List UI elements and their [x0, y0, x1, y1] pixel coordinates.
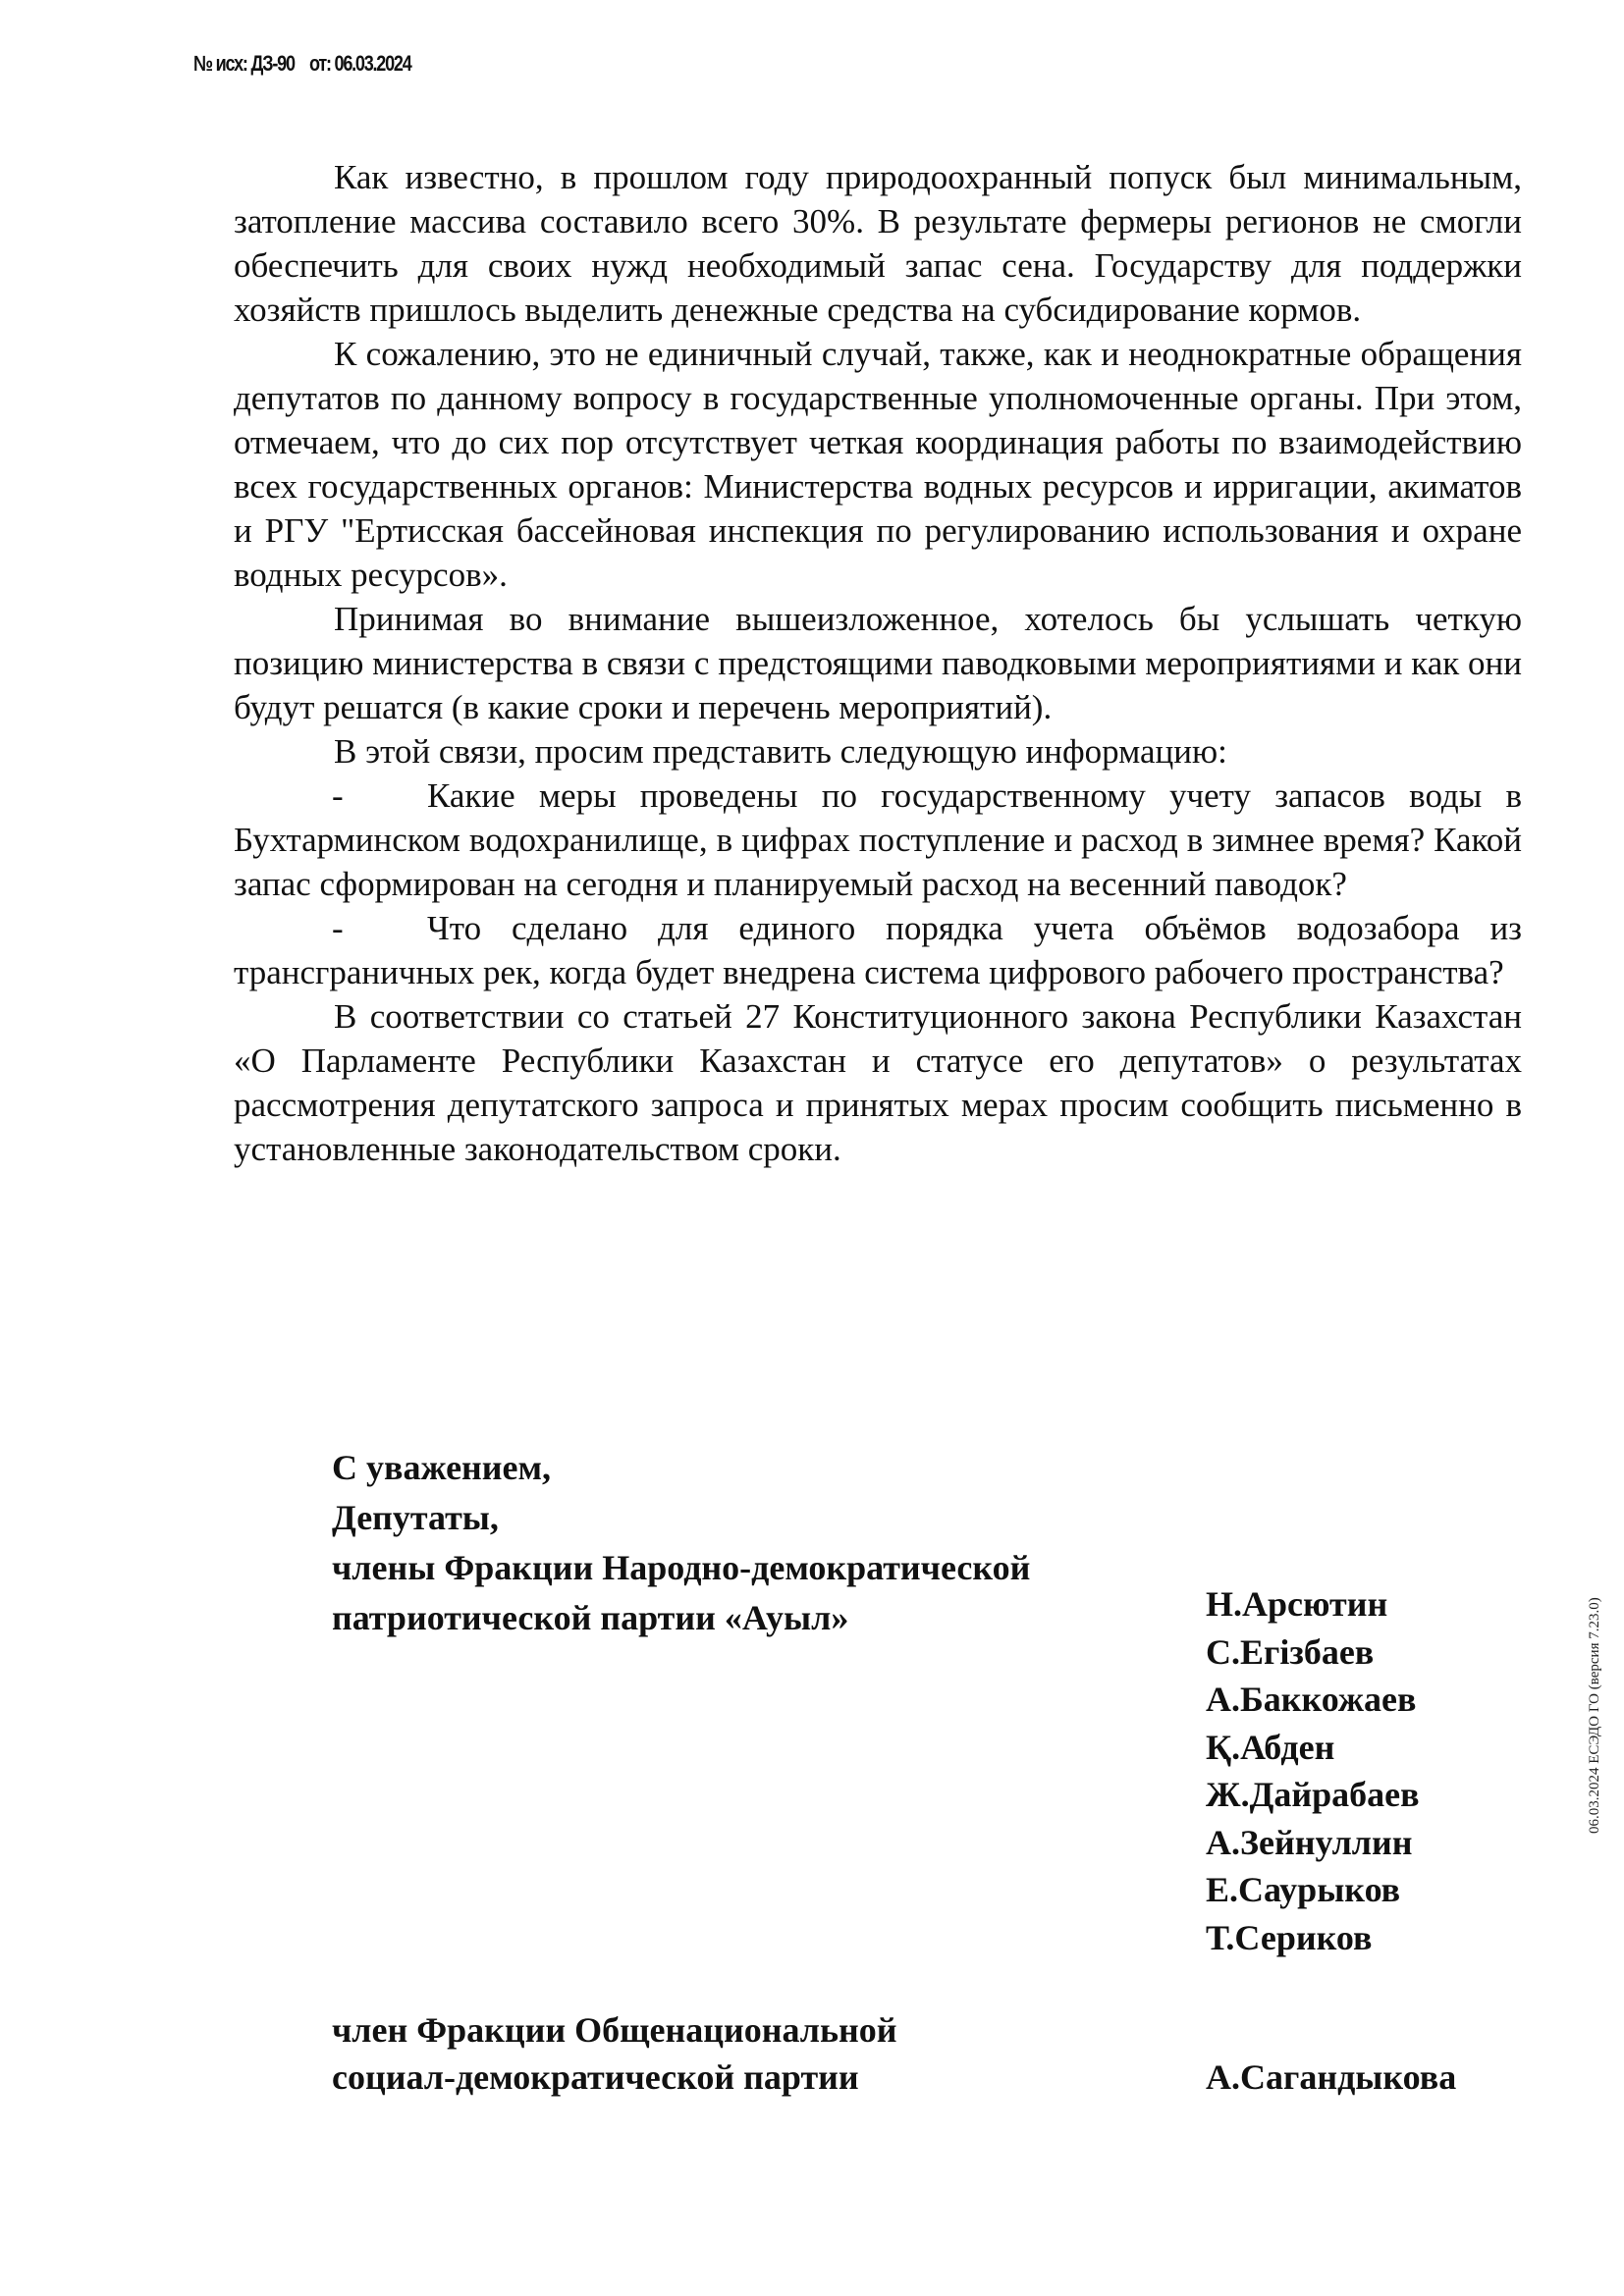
paragraph: В соответствии со статьей 27 Конституционного закона Республики Казахстан «О Парламенте Республики Казахстан и статусе его депутатов» о результатах рассмотрения депутатского запроса и принятых мерах просим сообщить письменно в установленные законодательством сроки.	[234, 997, 1522, 1168]
signer-name: Т.Сериков	[1206, 1917, 1373, 1957]
signoff-line: члены Фракции Народно-демократической	[332, 1548, 1031, 1587]
system-stamp: 06.03.2024 ЕСЭДО ГО (версия 7.23.0)	[1587, 1597, 1602, 1834]
list-dash: -	[332, 776, 344, 815]
document-header	[193, 51, 422, 77]
signoff-line: С уважением,	[332, 1448, 552, 1487]
signer-name: А.Баккожаев	[1206, 1680, 1417, 1719]
signer-name: С.Егізбаев	[1206, 1631, 1375, 1672]
faction2-line: социал-демократической партии	[332, 2057, 859, 2097]
paragraph: Принимая во внимание вышеизложенное, хотелось бы услышать четкую позицию министерства в связи с предстоящими паводковыми мероприятиями и как они будут решатся (в какие сроки и перечень мероприятий).	[234, 600, 1522, 726]
letter-body	[234, 155, 1522, 1171]
second-faction-block	[332, 2006, 897, 2101]
list-dash: -	[332, 909, 344, 947]
list-item	[234, 774, 1522, 906]
signer-name: А.Зейнуллин	[1206, 1822, 1413, 1862]
paragraph: В этой связи, просим представить следующую информацию:	[334, 732, 1227, 771]
list-item-text: Что сделано для единого порядка учета объёмов водозабора из трансграничных рек, когда будет внедрена система цифрового рабочего пространства?	[234, 909, 1522, 991]
signers-list	[1206, 1580, 1420, 1961]
outgoing-number: № исх: ДЗ-90	[193, 51, 295, 76]
list-item-text: Какие меры проведены по государственному учету запасов воды в Бухтарминском водохранилище, в цифрах поступление и расход в зимнее время? Какой запас сформирован на сегодня и планируемый расход на весенний паводок?	[234, 776, 1522, 903]
signer-name: Қ.Абден	[1206, 1727, 1335, 1767]
signoff-line: Депутаты,	[332, 1498, 499, 1537]
signer-name: Н.Арсютин	[1206, 1584, 1388, 1624]
faction2-signer-name: А.Сагандыкова	[1206, 2057, 1457, 2097]
signoff-line: патриотической партии «Ауыл»	[332, 1598, 849, 1637]
paragraph: Как известно, в прошлом году природоохранный попуск был минимальным, затопление массива составило всего 30%. В результате фермеры регионов не смогли обеспечить для своих нужд необходимый запас сена. Государству для поддержки хозяйств пришлось выделить денежные средства на субсидирование кормов.	[234, 158, 1522, 329]
signer-name: Е.Саурыков	[1206, 1870, 1401, 1909]
paragraph: К сожалению, это не единичный случай, также, как и неоднократные обращения депутатов по данному вопросу в государственные уполномоченные органы. При этом, отмечаем, что до сих пор отсутствует четкая координация работы по взаимодействию всех государственных органов: Министерства водных ресурсов и ирригации, акиматов и РГУ "Ертисская бассейновая инспекция по регулированию использования и охране водных ресурсов».	[234, 335, 1522, 594]
signoff-block	[332, 1443, 1030, 1643]
faction2-line: член Фракции Общенациональной	[332, 2010, 897, 2050]
signer-name: Ж.Дайрабаев	[1206, 1775, 1420, 1814]
outgoing-date: от: 06.03.2024	[309, 51, 411, 76]
list-item	[234, 906, 1522, 994]
